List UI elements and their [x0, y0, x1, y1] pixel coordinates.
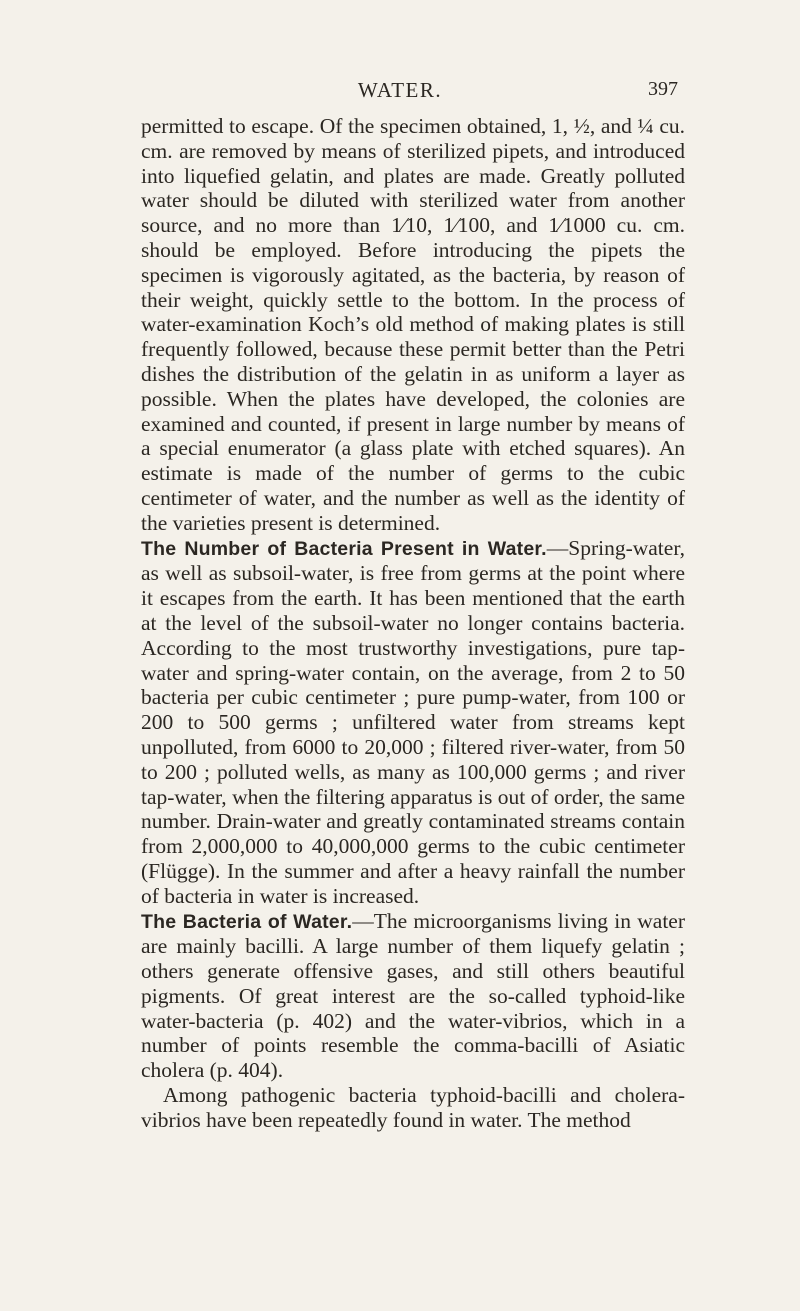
- paragraph-pathogenic-bacteria: [141, 1083, 685, 1133]
- paragraph-text: —Spring-water, as well as subsoil-water, is free from germs at the point where it escapes from the earth. It has been mentioned that the earth at the level of the subsoil-water no longer contains bacteria. According to the most trustworthy investigations, pure tap-water and spring-water contain, on the average, from 2 to 50 bacteria per cubic centimeter ; pure pump-water, from 100 or 200 to 500 germs ; unfiltered water from streams kept unpolluted, from 6000 to 20,000 ; filtered river-water, from 50 to 200 ; polluted wells, as many as 100,000 germs ; and river tap-water, when the filtering apparatus is out of order, the same number. Drain-water and greatly contaminated streams contain from 2,000,000 to 40,000,000 germs to the cubic centimeter (Flügge). In the summer and after a heavy rainfall the number of bacteria in water is increased.: [141, 535, 685, 908]
- paragraph-number-of-bacteria: [141, 536, 685, 909]
- section-heading-bacteria-of-water: The Bacteria of Water.: [141, 910, 353, 933]
- paragraph-text: permitted to escape. Of the specimen obtained, 1, ½, and ¼ cu. cm. are removed by means of sterilized pipets, and introduced into liquefied gelatin, and plates are made. Greatly polluted water should be diluted with sterilized water from another source, and no more than 1⁄10, 1⁄100, and 1⁄1000 cu. cm. should be employed. Before introducing the pipets the specimen is vigorously agitated, as the bacteria, by reason of their weight, quickly settle to the bottom. In the process of water-examination Koch’s old method of making plates is still frequently followed, because these permit better than the Petri dishes the distribution of the gelatin in as uniform a layer as possible. When the plates have developed, the colonies are examined and counted, if present in large number by means of a special enumerator (a glass plate with etched squares). An estimate is made of the number of germs to the cubic centimeter of water, and the number as well as the identity of the varieties present is determined.: [141, 114, 685, 535]
- paragraph-plating-method: [141, 114, 685, 536]
- body-text: [141, 114, 685, 1133]
- paragraph-text: Among pathogenic bacteria typhoid-bacilli and cholera-vibrios have been repeatedly found in water. The method: [141, 1083, 685, 1132]
- page-header: [0, 78, 800, 108]
- paragraph-text: —The microorganisms living in water are mainly bacilli. A large number of them liquefy gelatin ; others generate offensive gases, and still others beautiful pigments. Of great interest are the so-called typhoid-like water-bacteria (p. 402) and the water-vibrios, which in a number of points resemble the comma-bacilli of Asiatic cholera (p. 404).: [141, 908, 685, 1083]
- paragraph-bacteria-of-water: [141, 909, 685, 1084]
- page-number: 397: [648, 78, 678, 100]
- running-title: WATER.: [357, 78, 443, 102]
- section-heading-number-of-bacteria: The Number of Bacteria Present in Water.: [141, 537, 547, 560]
